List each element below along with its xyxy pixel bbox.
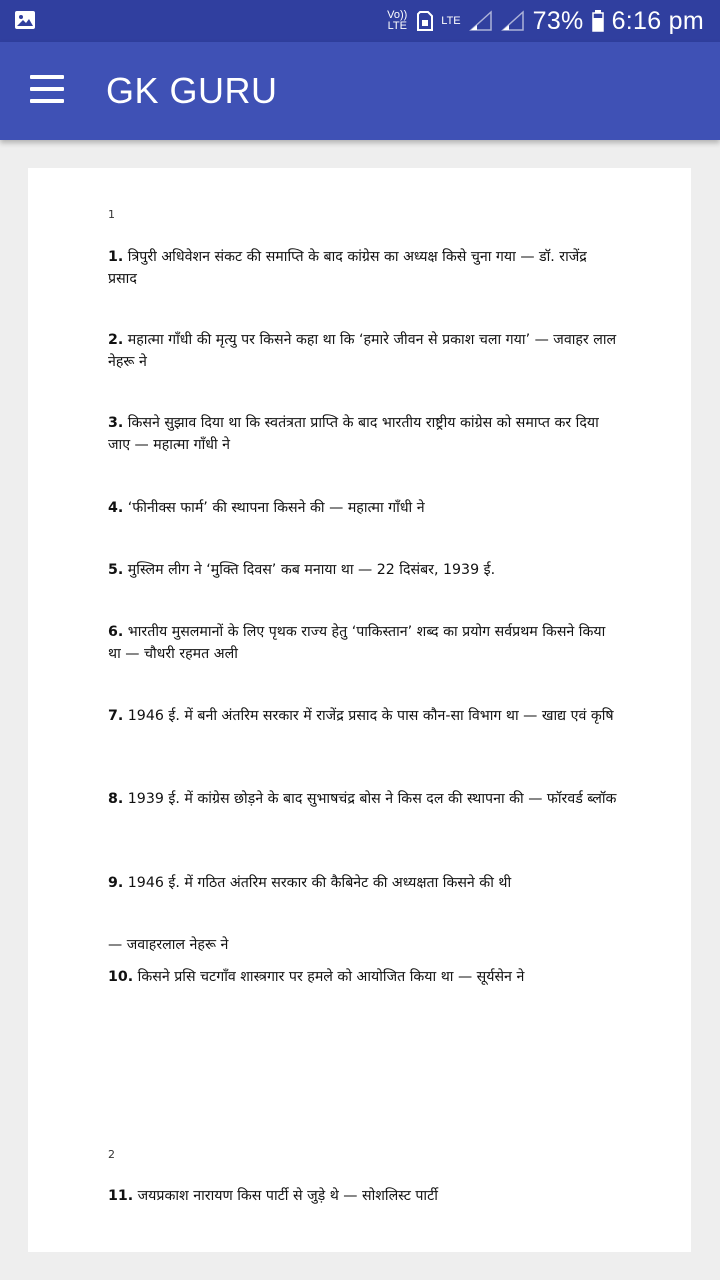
question-9: 9. 1946 ई. में गठित अंतरिम सरकार की कैबिनेट की अध्यक्षता किसने की थी: [108, 875, 512, 891]
app-bar: [0, 42, 720, 140]
volte-icon: Vo)) LTE: [387, 9, 408, 32]
answer-9: — जवाहरलाल नेहरू ने: [108, 937, 229, 953]
page-number-2: 2: [108, 1148, 115, 1161]
battery-percent: 73%: [532, 6, 584, 35]
question-11: 11. जयप्रकाश नारायण किस पार्टी से जुड़े थे — सोशलिस्ट पार्टी: [108, 1188, 438, 1204]
question-1: 1. त्रिपुरी अधिवेशन संकट की समाप्ति के बाद कांग्रेस का अध्यक्ष किसे चुना गया — डॉ. राजेंद्र प्रसाद: [108, 249, 587, 287]
lte-icon: LTE: [441, 14, 461, 27]
question-6: 6. भारतीय मुसलमानों के लिए पृथक राज्य हेतु ‘पाकिस्तान’ शब्द का प्रयोग सर्वप्रथम किसने किया था — चौधरी रहमत अली: [108, 624, 606, 662]
battery-icon: [592, 10, 604, 32]
document-page[interactable]: [28, 168, 691, 1252]
signal-strength-icon: [469, 10, 493, 32]
image-notification-icon: [14, 10, 36, 30]
question-10: 10. किसने प्रसि चटगाँव शास्त्रगार पर हमले को आयोजित किया था — सूर्यसेन ने: [108, 969, 525, 985]
app-title: GK GURU: [106, 70, 278, 111]
hamburger-menu-icon[interactable]: [30, 75, 66, 107]
status-bar: [0, 0, 720, 42]
question-8: 8. 1939 ई. में कांग्रेस छोड़ने के बाद सुभाषचंद्र बोस ने किस दल की स्थापना की — फॉरवर्ड ब्लॉक: [108, 791, 617, 807]
signal-strength-icon-2: [501, 10, 525, 32]
question-4: 4. ‘फीनीक्स फार्म’ की स्थापना किसने की — महात्मा गाँधी ने: [108, 500, 425, 516]
clock: 6:16 pm: [611, 6, 704, 35]
question-7: 7. 1946 ई. में बनी अंतरिम सरकार में राजेंद्र प्रसाद के पास कौन-सा विभाग था — खाद्य एवं कृषि: [108, 708, 614, 724]
page-number-1: 1: [108, 208, 115, 221]
sim-card-icon: [417, 11, 433, 31]
question-2: 2. महात्मा गाँधी की मृत्यु पर किसने कहा था कि ‘हमारे जीवन से प्रकाश चला गया’ — जवाहर लाल नेहरू ने: [108, 332, 617, 370]
question-5: 5. मुस्लिम लीग ने ‘मुक्ति दिवस’ कब मनाया था — 22 दिसंबर, 1939 ई.: [108, 562, 496, 578]
question-3: 3. किसने सुझाव दिया था कि स्वतंत्रता प्राप्ति के बाद भारतीय राष्ट्रीय कांग्रेस को समाप्त कर दिया जाए — महात्मा गाँधी ने: [108, 415, 599, 453]
